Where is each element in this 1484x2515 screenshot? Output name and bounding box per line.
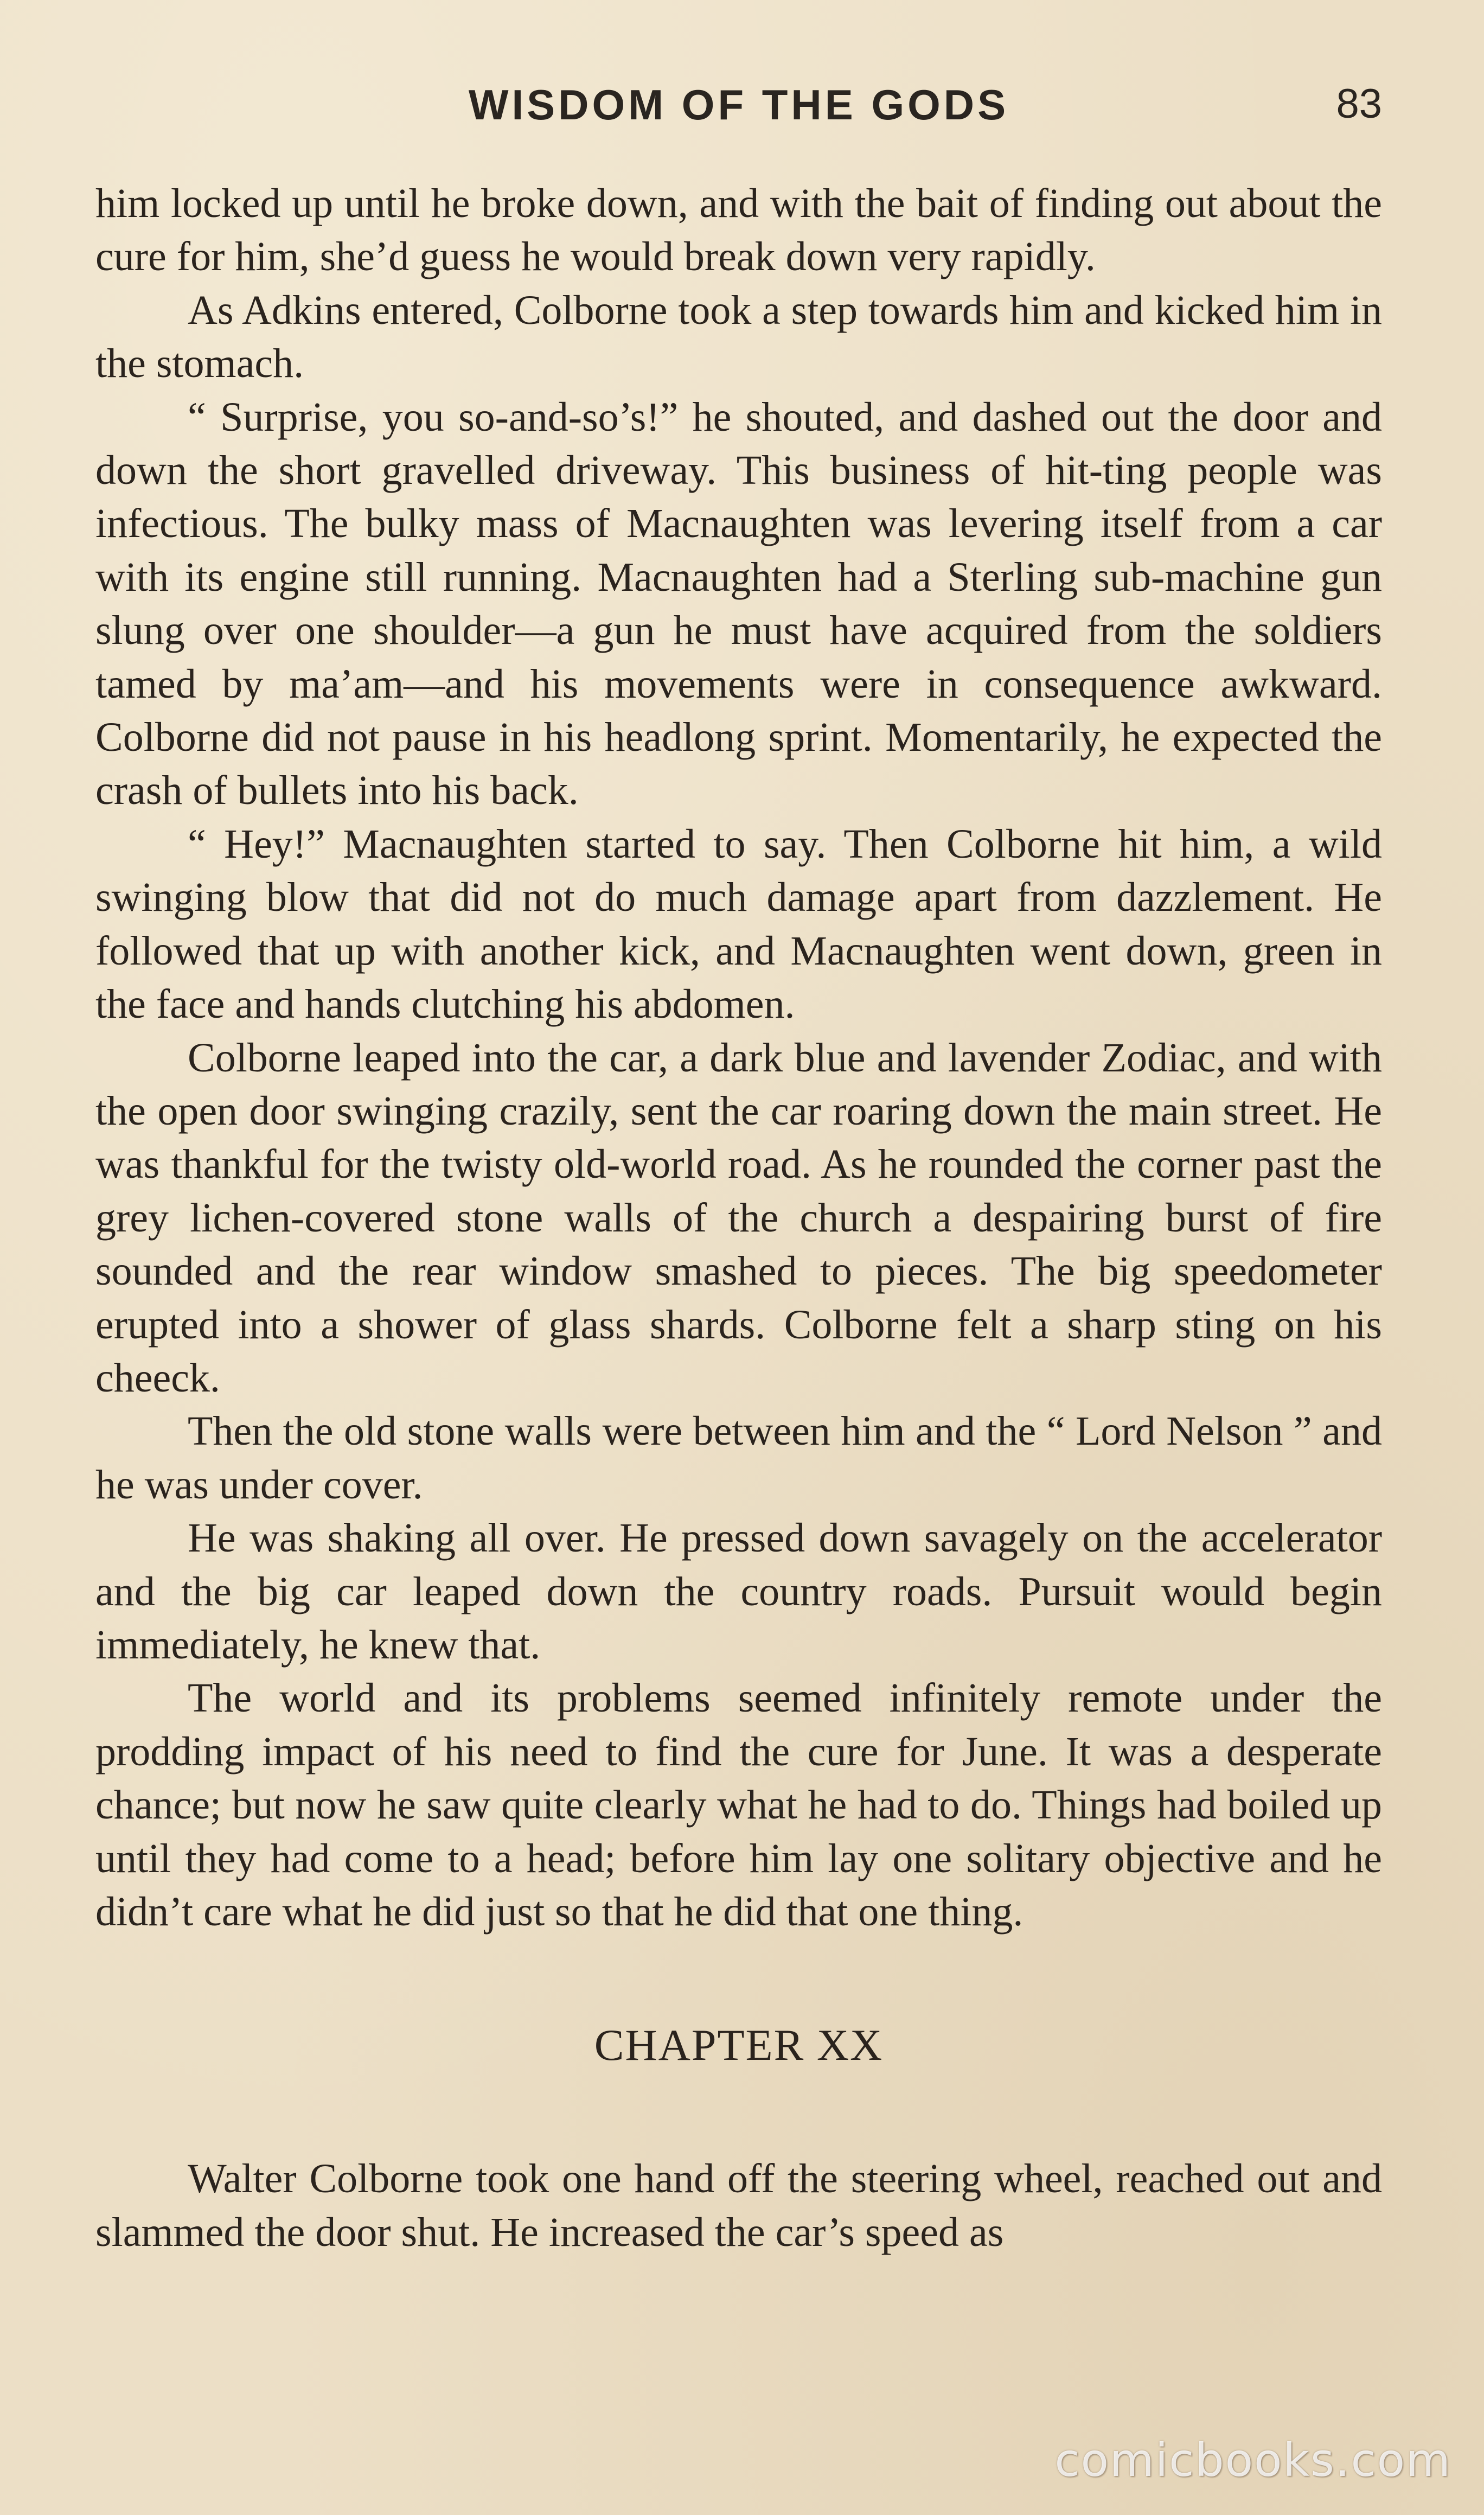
paragraph: The world and its problems seemed infinitely remote under the prodding impact of his need to find the cure for June. It was a desperate chance; but now he saw quite clearly what he had to do. Things had boiled up until they had come to a head; before him lay one solitary objective and he didn’t care what he did just so that he did that one thing. <box>95 1675 1382 1935</box>
paragraph: “ Hey!” Macnaughten started to say. Then Colborne hit him, a wild swinging blow that did not do much damage apart from dazzlement. He followed that up with another kick, and Macnaughten went down, green in the face and hands clutching his abdomen. <box>95 821 1382 1027</box>
page-number: 83 <box>1336 81 1382 127</box>
running-title: WISDOM OF THE GODS <box>468 81 1009 129</box>
chapter-heading: CHAPTER XX <box>594 2020 884 2070</box>
running-head <box>95 80 1382 135</box>
paragraph: As Adkins entered, Colborne took a step towards him and kicked him in the stomach. <box>95 287 1382 387</box>
paragraph: He was shaking all over. He pressed down savagely on the accelerator and the big car leaped down the country roads. Pursuit would begin immediately, he knew that. <box>95 1515 1382 1668</box>
paragraph: Then the old stone walls were between him and the “ Lord Nelson ” and he was under cover. <box>95 1408 1382 1508</box>
paragraph: Colborne leaped into the car, a dark blue and lavender Zodiac, and with the open door swinging crazily, sent the car roaring down the main street. He was thankful for the twisty old-world road. As he rounded the corner past the grey lichen-covered stone walls of the church a despairing burst of fire sounded and the rear window smashed to pieces. The big speedometer erupted into a shower of glass shards. Colborne felt a sharp sting on his cheeck. <box>95 1035 1382 1401</box>
paragraph: “ Surprise, you so-and-so’s!” he shouted, and dashed out the door and down the short gravelled driveway. This business of hit-ting people was infectious. The bulky mass of Macnaughten was levering itself from a car with its engine still running. Macnaughten had a Sterling sub-machine gun slung over one shoulder—a gun he must have acquired from the soldiers tamed by ma’am—and his movements were in consequence awkward. Colborne did not pause in his headlong sprint. Momentarily, he expected the crash of bullets into his back. <box>95 394 1382 814</box>
paragraph-continued: him locked up until he broke down, and with the bait of finding out about the cure for him, she’d guess he would break down very rapidly. <box>95 181 1382 280</box>
body-text <box>95 177 1382 2259</box>
chapter-opening-paragraph: Walter Colborne took one hand off the steering wheel, reached out and slammed the door shut. He increased the car’s speed as <box>95 2156 1382 2255</box>
watermark: comicbooks.com <box>1054 2434 1451 2487</box>
